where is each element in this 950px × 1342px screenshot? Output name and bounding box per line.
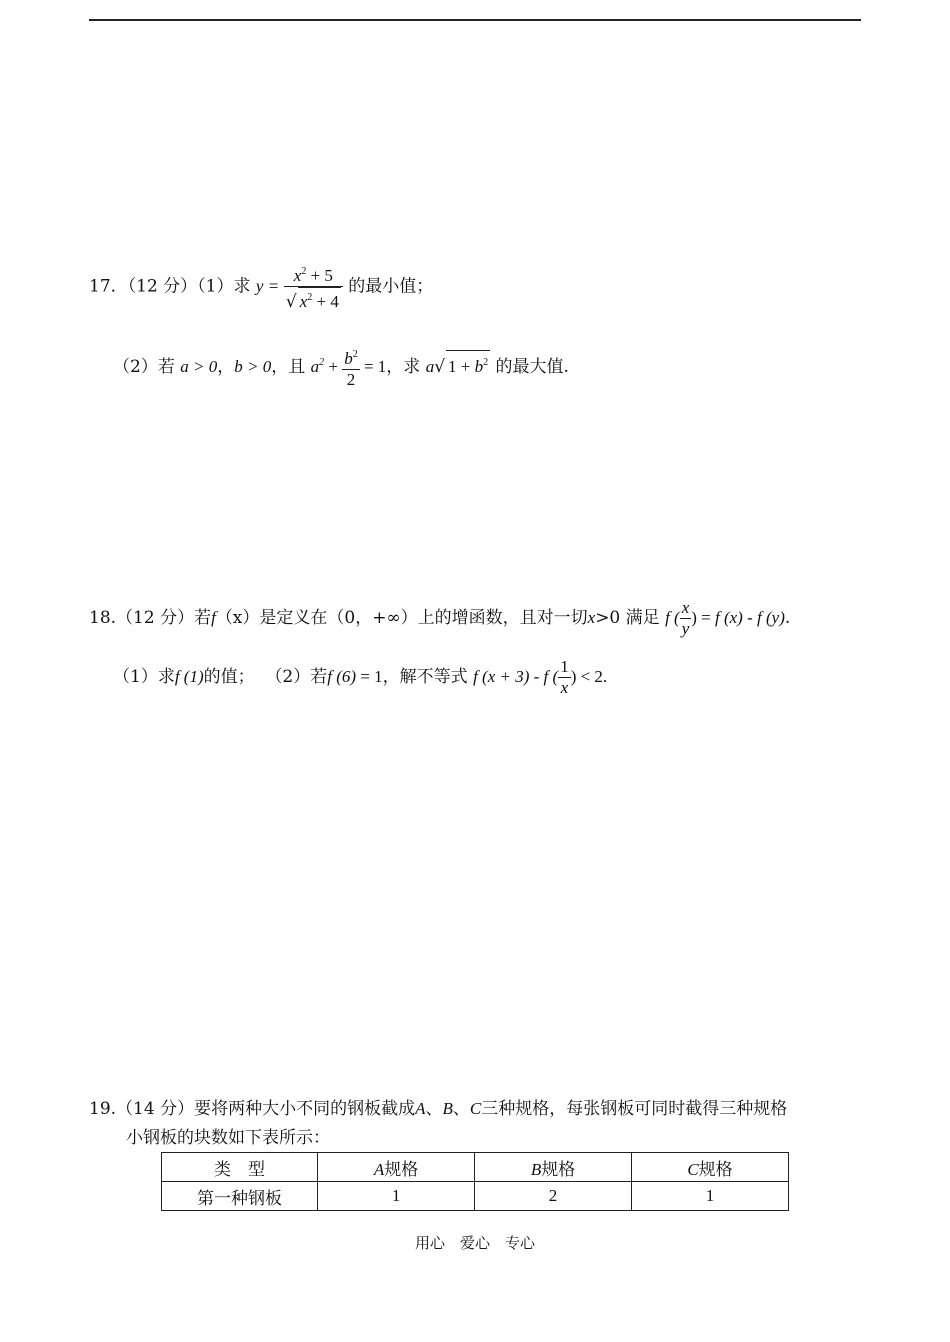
q18-line1 [89,598,790,639]
table-cell-b: 2 [475,1182,632,1211]
q19-dun1: 、 [425,1099,443,1119]
q18-f6: f (6) [327,667,357,686]
q17-eq: = [268,276,279,296]
q17-a-cond: a > 0 [180,357,218,376]
table-header-row [162,1153,789,1182]
q17-tail2: 的最大值. [495,357,569,377]
q17-y: y [255,276,264,296]
q17-a2: a [425,357,435,376]
q18-f-open: f ( [665,608,680,627]
q17-ask: ，求 [386,357,421,377]
q17-a-squared: $a^2$ [310,357,325,376]
q18-f1: f (1) [174,667,204,686]
q17-denominator: √ $x^2 + 4$ [284,287,343,312]
q18-minus: - [742,608,758,627]
q18-one-over-x: $\frac{1}{x}$ [560,657,569,697]
q17-part2-label: （2）若 [113,357,175,377]
q18-f-open2: f ( [543,667,559,686]
table-header-b: B规格 [475,1153,632,1182]
q17-b-fraction: $\frac{b^2}{2}$ [342,345,360,390]
q19-A: A [415,1099,426,1118]
q18-eq-one: = 1 [356,667,383,686]
q18-lt2: ) < 2. [570,667,608,686]
q19-text-line2: 小钢板的块数如下表所示： [126,1128,330,1148]
table-row [162,1182,789,1211]
steel-spec-table [161,1152,789,1211]
q19-C: C [469,1099,482,1118]
q19-line1 [89,1097,787,1121]
q18-xy-fraction: $\frac{x}{y}$ [681,598,690,638]
q18-period: . [784,608,791,628]
q17-b-cond: b > 0 [234,357,272,376]
q17-numerator: $x^2 + 5$ [284,262,343,287]
q18-label: 18.（12 分）若 [89,608,212,628]
q18-part1-label: （1）求 [113,667,175,687]
table-header-c: C规格 [632,1153,789,1182]
table-cell-a: 1 [318,1182,475,1211]
q19-text-b: 三种规格，每张钢板可同时截得三种规格 [481,1099,788,1119]
q18-gt0: >0 满足 [595,608,660,628]
q17-label: 17．（12 分）（1）求 [89,276,251,297]
table-cell-type: 第一种钢板 [162,1182,318,1211]
q17-eq1: = 1 [359,357,387,376]
q18-part2-mid: ，解不等式 [382,667,468,687]
q19-dun2: 、 [452,1099,470,1119]
q17-sep1: ， [217,357,235,377]
q18-x: x [587,608,596,627]
q19-text-a: 19.（14 分）要将两种大小不同的钢板截成 [89,1099,416,1119]
q18-line2 [113,657,607,698]
q18-f: f [211,608,216,627]
q17-radical-icon: √ [434,357,446,377]
q17-sep2: ，且 [271,357,306,377]
q18-part2-label: （2）若 [265,667,328,687]
q18-fx: （x） [215,608,260,628]
q17-fraction [284,262,343,312]
q18-fx2: f (x) [715,608,743,627]
q18-part1-tail: 的值； [203,667,255,687]
q17-sqrt-body: $1 + b^2$ [446,350,490,379]
q17-line1 [89,262,433,312]
header-rule [89,19,861,21]
table-header-type: 类 型 [162,1153,318,1182]
q18-minus2: - [529,667,544,686]
q18-mid1: 是定义在（0，+∞）上的增函数，且对一切 [259,608,588,628]
table-cell-c: 1 [632,1182,789,1211]
q19-B: B [442,1099,453,1118]
q18-fx3: f (x + 3) [473,667,530,686]
q18-fy: f (y) [757,608,785,627]
table-header-a: A规格 [318,1153,475,1182]
q17-line2 [113,345,569,390]
q17-tail1: 的最小值； [348,276,434,297]
q19-line2 [126,1126,330,1150]
q17-plus: + [324,357,343,376]
page-footer: 用心 爱心 专心 [414,1234,535,1252]
q18-f-close: ) = [691,608,715,627]
